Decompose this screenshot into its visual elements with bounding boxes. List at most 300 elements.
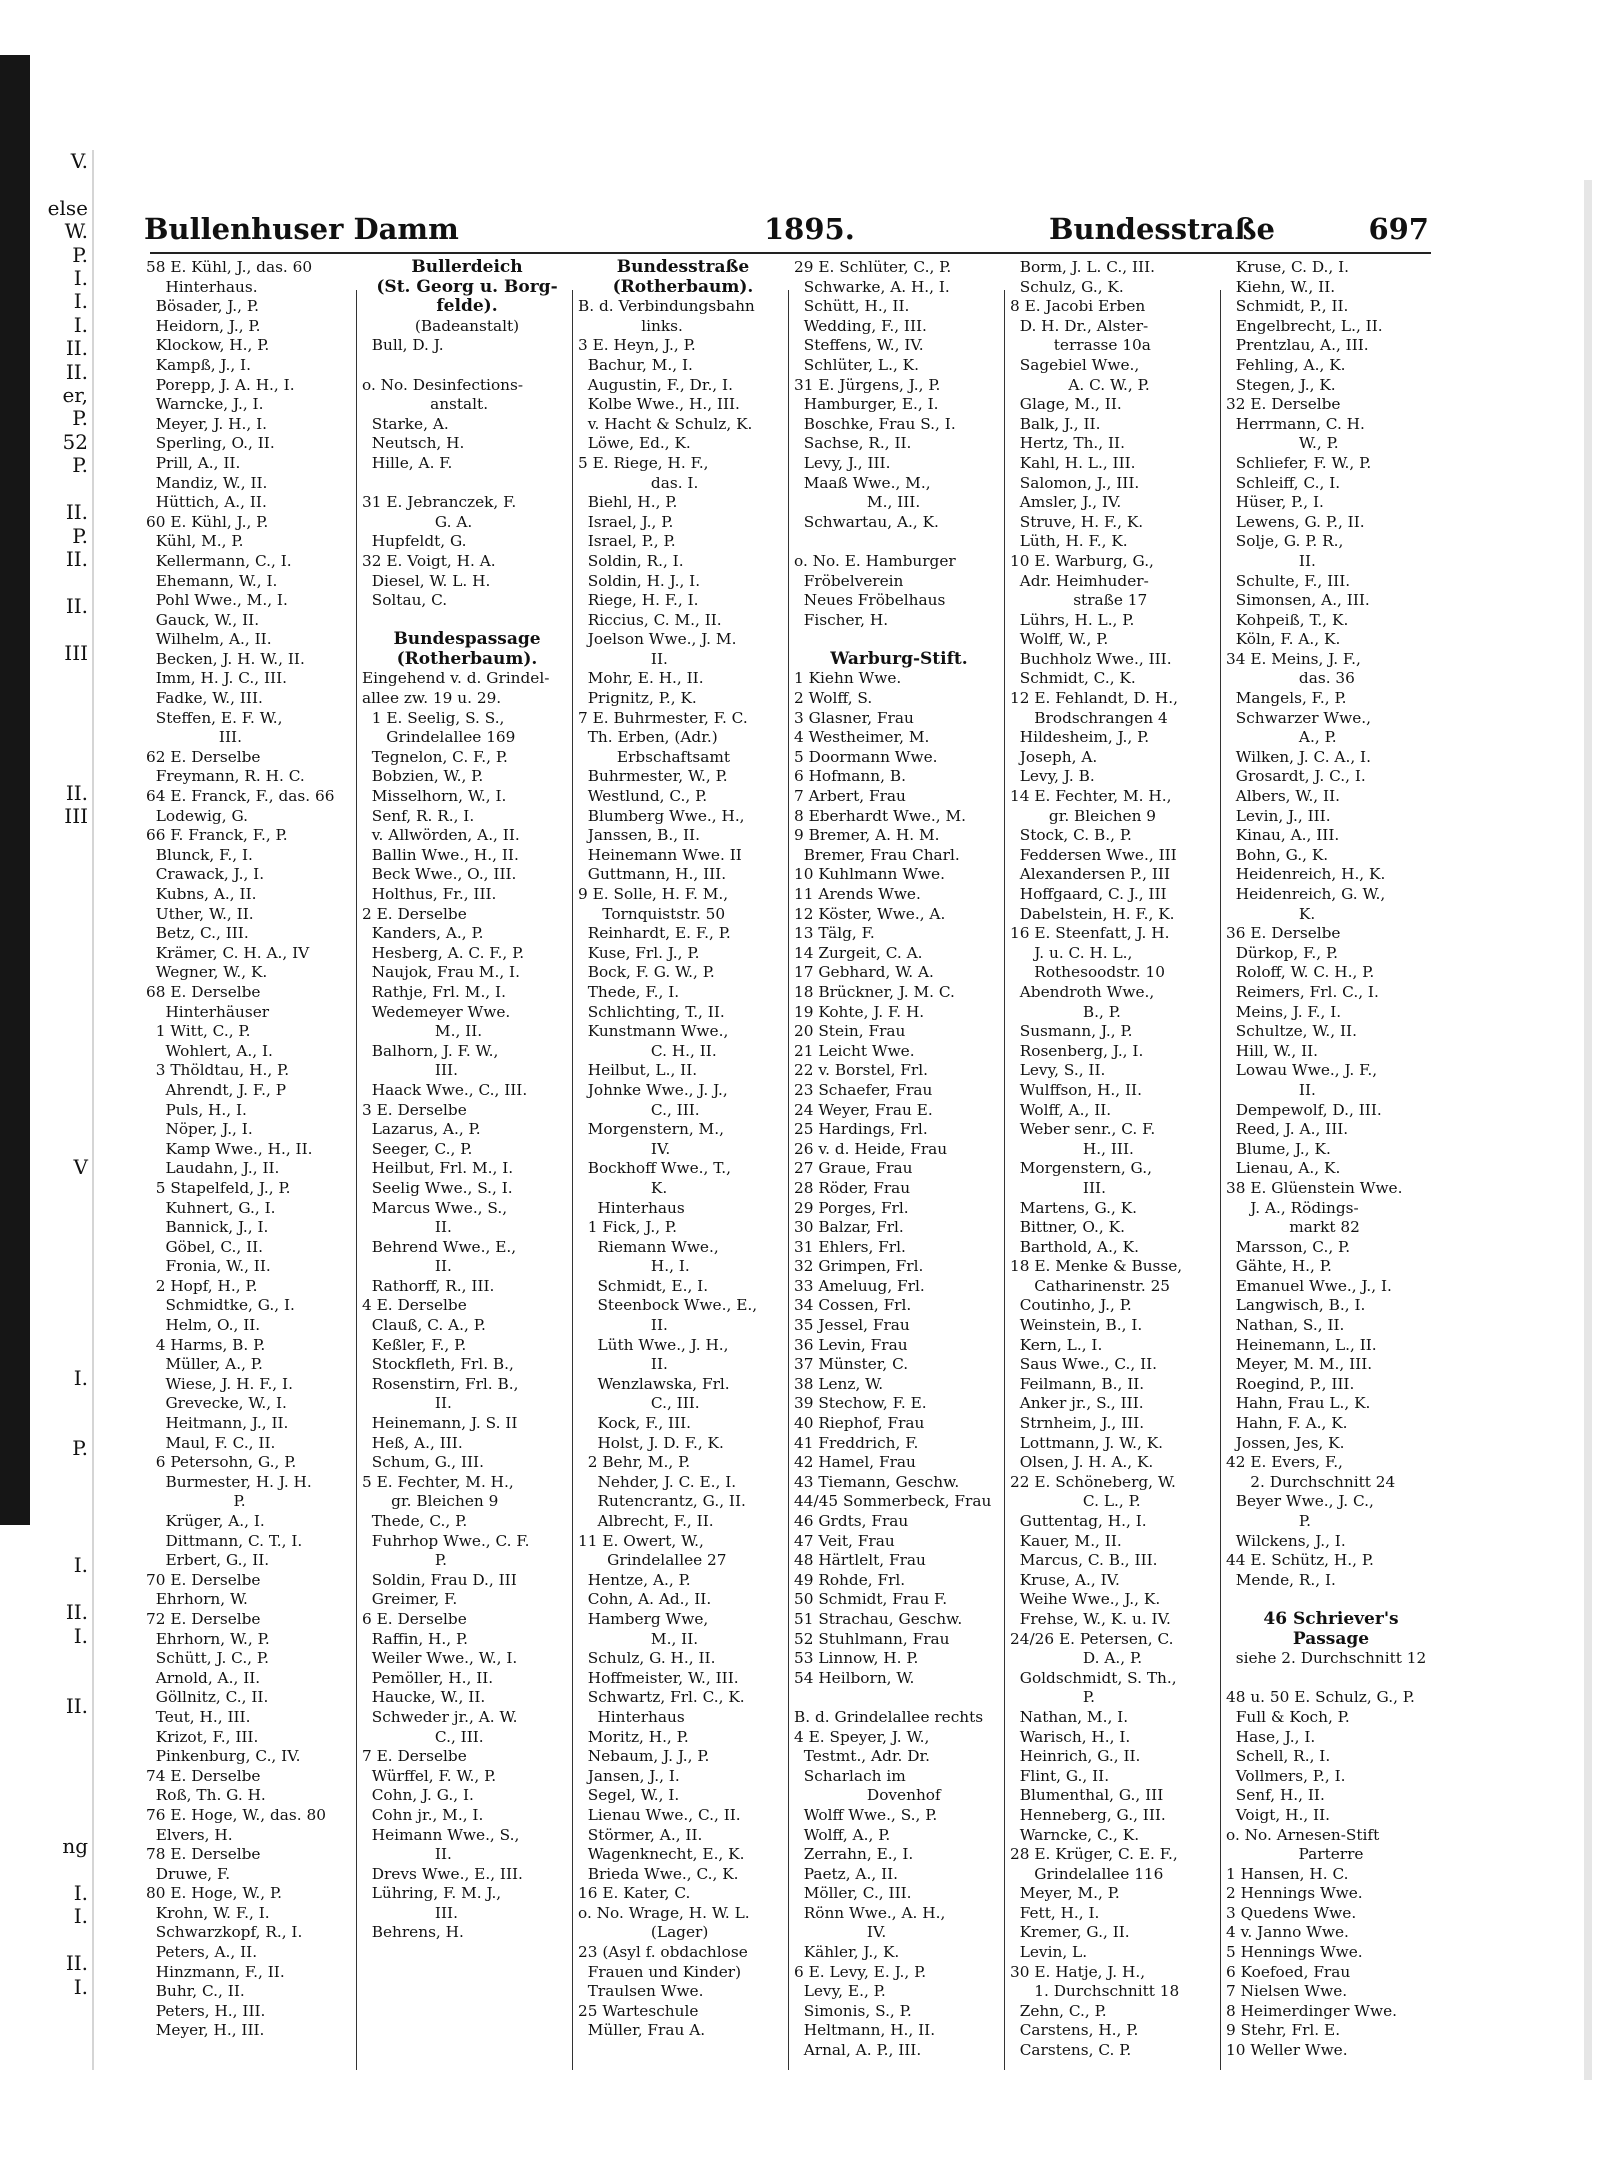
directory-entry: 5 Stapelfeld, J., P. xyxy=(146,1178,291,1197)
directory-entry: Wolff, A., II. xyxy=(1010,1100,1112,1119)
directory-entry: Reinhardt, E. F., P. xyxy=(578,924,731,943)
directory-entry: Beyer Wwe., J. C., xyxy=(1226,1492,1374,1511)
directory-entry: Arnal, A. P., III. xyxy=(794,2041,922,2060)
directory-entry: Heß, A., III. xyxy=(362,1433,463,1452)
directory-entry: 38 E. Glüenstein Wwe. xyxy=(1226,1178,1403,1197)
directory-entry: IV. xyxy=(794,1923,887,1942)
directory-entry: Cohn, J. G., I. xyxy=(362,1786,474,1805)
directory-entry: C. H., II. xyxy=(578,1041,717,1060)
directory-entry: Strnheim, J., III. xyxy=(1010,1414,1145,1433)
directory-entry: 5 E. Fechter, M. H., xyxy=(362,1472,514,1491)
directory-entry: Bösader, J., P. xyxy=(146,297,259,316)
directory-entry: Warncke, J., I. xyxy=(146,395,264,414)
previous-page-fragment: I. xyxy=(73,289,88,314)
directory-entry: Sperling, O., II. xyxy=(146,434,275,453)
directory-entry: Porepp, J. A. H., I. xyxy=(146,375,295,394)
directory-entry: Kolbe Wwe., H., III. xyxy=(578,395,740,414)
directory-entry: Würffel, F. W., P. xyxy=(362,1766,497,1785)
directory-entry: Elvers, H. xyxy=(146,1825,233,1844)
directory-entry: 3 Glasner, Frau xyxy=(794,708,914,727)
directory-entry: Ehrhorn, W., P. xyxy=(146,1629,270,1648)
directory-entry: Kiehn, W., II. xyxy=(1226,277,1336,296)
directory-entry: Fett, H., I. xyxy=(1010,1903,1100,1922)
directory-entry: 2 Hennings Wwe. xyxy=(1226,1884,1363,1903)
directory-entry: Kähler, J., K. xyxy=(794,1943,900,1962)
directory-entry: Imm, H. J. C., III. xyxy=(146,669,287,688)
directory-entry: Engelbrecht, L., II. xyxy=(1226,316,1383,335)
directory-entry: Albers, W., II. xyxy=(1226,787,1340,806)
directory-entry: Frehse, W., K. u. IV. xyxy=(1010,1609,1171,1628)
directory-entry: Hase, J., I. xyxy=(1226,1727,1316,1746)
directory-entry: M., II. xyxy=(362,1022,483,1041)
column-1 xyxy=(146,258,356,2078)
street-heading: felde). xyxy=(436,297,498,317)
directory-entry: Kruse, C. D., I. xyxy=(1226,258,1350,276)
directory-entry: Heilbut, L., II. xyxy=(578,1061,698,1080)
directory-entry: Henneberg, G., III. xyxy=(1010,1805,1166,1824)
previous-page-fragment xyxy=(30,618,92,641)
directory-entry: Schmidt, C., K. xyxy=(1010,669,1136,688)
directory-entry: Lowau Wwe., J. F., xyxy=(1226,1061,1378,1080)
column-divider xyxy=(572,290,573,2070)
directory-entry: 54 Heilborn, W. xyxy=(794,1668,915,1687)
directory-entry: Full & Koch, P. xyxy=(1226,1707,1350,1726)
directory-entry: Emanuel Wwe., J., I. xyxy=(1226,1276,1392,1295)
directory-entry: das. 36 xyxy=(1226,669,1355,688)
directory-entry: gr. Bleichen 9 xyxy=(362,1492,499,1511)
directory-entry: 12 Köster, Wwe., A. xyxy=(794,904,946,923)
directory-entry: Weinstein, B., I. xyxy=(1010,1316,1143,1335)
directory-entry: 16 E. Steenfatt, J. H. xyxy=(1010,924,1170,943)
directory-entry: 31 E. Jürgens, J., P. xyxy=(794,375,941,394)
directory-entry: Diesel, W. L. H. xyxy=(362,571,491,590)
directory-entry: Schulz, G. H., II. xyxy=(578,1649,716,1668)
directory-entry: Rosenberg, J., I. xyxy=(1010,1041,1144,1060)
directory-entry: Balhorn, J. F. W., xyxy=(362,1041,499,1060)
directory-entry: Bohn, G., K. xyxy=(1226,845,1329,864)
directory-entry: Simonis, S., P. xyxy=(794,2001,912,2020)
street-heading: Passage xyxy=(1292,1629,1370,1649)
directory-entry: 10 Weller Wwe. xyxy=(1226,2041,1348,2060)
directory-entry: Kühl, M., P. xyxy=(146,532,244,551)
directory-entry: Rothesoodstr. 10 xyxy=(1010,963,1165,982)
directory-entry: 3 Thöldtau, H., P. xyxy=(146,1061,290,1080)
previous-page-fragment: I. xyxy=(73,1904,88,1929)
directory-entry: 8 E. Jacobi Erben xyxy=(1010,297,1146,316)
previous-page-fragment xyxy=(30,852,92,875)
directory-entry: Freymann, R. H. C. xyxy=(146,767,305,786)
directory-entry: Kauer, M., II. xyxy=(1010,1531,1122,1550)
directory-entry: Schwartau, A., K. xyxy=(794,512,939,531)
directory-entry: 39 Stechow, F. E. xyxy=(794,1394,927,1413)
previous-page-fragment: II. xyxy=(65,593,88,618)
directory-entry: 7 Arbert, Frau xyxy=(794,787,906,806)
directory-entry: Guttentag, H., I. xyxy=(1010,1512,1147,1530)
previous-page-fragment: III xyxy=(64,804,88,829)
directory-entry: Schwartz, Frl. C., K. xyxy=(578,1688,745,1707)
directory-entry: Anker jr., S., III. xyxy=(1010,1394,1144,1413)
directory-entry: Krüger, A., I. xyxy=(146,1512,265,1530)
directory-entry: II. xyxy=(1226,1080,1316,1099)
directory-entry: Blunck, F., I. xyxy=(146,845,253,864)
directory-entry: 64 E. Franck, F., das. 66 xyxy=(146,787,335,806)
directory-entry: Goldschmidt, S. Th., xyxy=(1010,1668,1177,1687)
column-4 xyxy=(794,258,1004,2078)
directory-entry: Brodschrangen 4 xyxy=(1010,708,1168,727)
directory-entry: Riemann Wwe., xyxy=(578,1237,719,1256)
directory-entry: Joelson Wwe., J. M. xyxy=(578,630,737,649)
directory-entry: Raffin, H., P. xyxy=(362,1629,469,1648)
directory-entry: II. xyxy=(578,649,668,668)
directory-entry: 4 E. Speyer, J. W., xyxy=(794,1727,930,1746)
directory-entry: Lazarus, A., P. xyxy=(362,1120,481,1139)
directory-entry: Clauß, C. A., P. xyxy=(362,1316,486,1335)
directory-entry: Naujok, Frau M., I. xyxy=(362,963,520,982)
directory-entry: 6 Koefoed, Frau xyxy=(1226,1962,1351,1981)
previous-page-fragment xyxy=(30,1648,92,1671)
directory-entry: Kuhnert, G., I. xyxy=(146,1198,276,1217)
directory-entry: Ballin Wwe., H., II. xyxy=(362,845,519,864)
directory-entry: Peters, H., III. xyxy=(146,2001,266,2020)
directory-entry: Wilhelm, A., II. xyxy=(146,630,272,649)
directory-entry: Lienau Wwe., C., II. xyxy=(578,1805,741,1824)
directory-entry: Prill, A., II. xyxy=(146,453,241,472)
directory-entry: Jossen, Jes, K. xyxy=(1226,1433,1345,1452)
previous-page-fragment: W. xyxy=(64,219,88,244)
previous-page-fragment xyxy=(30,1086,92,1109)
directory-entry: Kinau, A., III. xyxy=(1226,826,1340,845)
directory-entry: A., P. xyxy=(1226,728,1337,747)
previous-page-fragment: II. xyxy=(65,1951,88,1976)
directory-entry: Nebaum, J. J., P. xyxy=(578,1747,710,1766)
directory-entry: 18 E. Menke & Busse, xyxy=(1010,1257,1183,1276)
directory-entry: 32 E. Derselbe xyxy=(1226,395,1341,414)
header-right-street: Bundesstraße xyxy=(1049,212,1276,246)
directory-entry: Dovenhof xyxy=(794,1786,941,1805)
directory-entry: M., II. xyxy=(578,1629,699,1648)
previous-page-fragment xyxy=(30,1788,92,1811)
directory-entry: 30 E. Hatje, J. H., xyxy=(1010,1962,1146,1981)
street-heading: Bundespassage xyxy=(393,630,541,650)
previous-page-fragment: II. xyxy=(65,780,88,805)
directory-entry: Schliefer, F. W., P. xyxy=(1226,453,1372,472)
directory-entry: Levin, J., III. xyxy=(1226,806,1331,825)
directory-entry: Grindelallee 169 xyxy=(362,728,516,747)
directory-entry: Nathan, S., II. xyxy=(1226,1316,1345,1335)
previous-page-fragment: II. xyxy=(65,546,88,571)
directory-entry xyxy=(362,356,572,376)
directory-entry: Maul, F. C., II. xyxy=(146,1433,276,1452)
directory-entry: C., III. xyxy=(578,1394,700,1413)
street-heading: (St. Georg u. Borg- xyxy=(376,277,558,297)
directory-entry: Behrens, H. xyxy=(362,1923,464,1942)
previous-page-fragment: I. xyxy=(73,266,88,291)
directory-entry: Janssen, B., II. xyxy=(578,826,700,845)
directory-entry: Rönn Wwe., A. H., xyxy=(794,1903,946,1922)
directory-entry: II. xyxy=(578,1355,668,1374)
directory-entry: Teut, H., III. xyxy=(146,1707,251,1726)
previous-page-fragment: P. xyxy=(72,1436,88,1461)
directory-entry: Heidorn, J., P. xyxy=(146,316,261,335)
previous-page-fragment: else xyxy=(47,195,88,220)
directory-entry: Cohn, A. Ad., II. xyxy=(578,1590,712,1609)
directory-entry: Weiler Wwe., W., I. xyxy=(362,1649,518,1668)
directory-entry: 6 E. Derselbe xyxy=(362,1609,467,1628)
directory-entry: Kamp Wwe., H., II. xyxy=(146,1139,313,1158)
previous-page-fragment xyxy=(30,1180,92,1203)
street-heading: Bullerdeich xyxy=(411,258,523,277)
directory-entry: Susmann, J., P. xyxy=(1010,1022,1133,1041)
directory-entry: III. xyxy=(1010,1178,1106,1197)
directory-entry: Lewens, G. P., II. xyxy=(1226,512,1365,531)
directory-entry: Starke, A. xyxy=(362,414,449,433)
directory-entry: 8 Heimerdinger Wwe. xyxy=(1226,2001,1398,2020)
column-6 xyxy=(1226,258,1436,2078)
directory-entry: Gauck, W., II. xyxy=(146,610,260,629)
directory-entry: Heinemann Wwe. II xyxy=(578,845,742,864)
directory-entry: Hüser, P., I. xyxy=(1226,493,1324,512)
directory-entry: 14 E. Fechter, M. H., xyxy=(1010,787,1172,806)
directory-entry: Abendroth Wwe., xyxy=(1010,982,1155,1001)
previous-page-fragment xyxy=(30,665,92,688)
directory-entry: Marcus, C. B., III. xyxy=(1010,1551,1158,1570)
directory-entry xyxy=(794,1688,1004,1708)
directory-entry: Prignitz, P., K. xyxy=(578,689,697,708)
directory-entry: Heltmann, H., II. xyxy=(794,2021,936,2040)
directory-entry: markt 82 xyxy=(1226,1218,1360,1237)
directory-entry: Guttmann, H., III. xyxy=(578,865,727,884)
directory-entry: 20 Stein, Frau xyxy=(794,1022,906,1041)
previous-page-fragment xyxy=(30,1391,92,1414)
directory-entry: Steffen, E. F. W., xyxy=(146,708,283,727)
directory-entry: Lührs, H. L., P. xyxy=(1010,610,1135,629)
directory-entry: II. xyxy=(362,1218,452,1237)
directory-entry: Herrmann, C. H. xyxy=(1226,414,1365,433)
directory-entry: 36 Levin, Frau xyxy=(794,1335,908,1354)
directory-entry: Drevs Wwe., E., III. xyxy=(362,1864,523,1883)
column-5 xyxy=(1010,258,1220,2078)
previous-page-fragment xyxy=(30,688,92,711)
previous-page-fragment xyxy=(30,1110,92,1133)
directory-entry: 32 E. Voigt, H. A. xyxy=(362,551,496,570)
directory-entry: Fadke, W., III. xyxy=(146,689,263,708)
directory-entry: 26 v. d. Heide, Frau xyxy=(794,1139,948,1158)
directory-entry: Crawack, J., I. xyxy=(146,865,265,884)
directory-entry: 7 Nielsen Wwe. xyxy=(1226,1982,1348,2001)
directory-entry: Wilckens, J., I. xyxy=(1226,1531,1346,1550)
previous-page-fragment xyxy=(30,1812,92,1835)
directory-entry: Hinterhaus xyxy=(578,1707,685,1726)
directory-entry: Hüttich, A., II. xyxy=(146,493,267,512)
directory-entry: Bannick, J., I. xyxy=(146,1218,269,1237)
previous-page-fragment xyxy=(30,1414,92,1437)
directory-entry: III. xyxy=(362,1061,458,1080)
directory-entry: 16 E. Kater, C. xyxy=(578,1884,691,1903)
directory-entry: Traulsen Wwe. xyxy=(578,1982,704,2001)
directory-entry: Stegen, J., K. xyxy=(1226,375,1336,394)
directory-entry: 5 Doormann Wwe. xyxy=(794,747,938,766)
directory-entry: 50 Schmidt, Frau F. xyxy=(794,1590,948,1609)
street-heading: (Rotherbaum). xyxy=(396,649,538,669)
directory-entry: 9 Stehr, Frl. E. xyxy=(1226,2021,1341,2040)
directory-entry: 1 Fick, J., P. xyxy=(578,1218,677,1237)
directory-entry: Morgenstern, G., xyxy=(1010,1159,1152,1178)
directory-entry: 3 Quedens Wwe. xyxy=(1226,1903,1357,1922)
previous-page-fragment: V xyxy=(73,1155,88,1180)
directory-entry: Israel, J., P. xyxy=(578,512,674,531)
directory-entry: o. No. E. Hamburger xyxy=(794,551,956,570)
directory-entry: Pemöller, H., II. xyxy=(362,1668,494,1687)
directory-entry: Blumberg Wwe., H., xyxy=(578,806,745,825)
directory-entry: Kubns, A., II. xyxy=(146,885,257,903)
directory-entry: Jansen, J., I. xyxy=(578,1766,680,1785)
directory-entry: 29 E. Schlüter, C., P. xyxy=(794,258,952,276)
directory-entry: Steffens, W., IV. xyxy=(794,336,924,355)
directory-entry: Schulz, G., K. xyxy=(1010,277,1124,296)
directory-entry: 7 E. Derselbe xyxy=(362,1747,467,1766)
directory-entry: D. H. Dr., Alster- xyxy=(1010,316,1149,335)
column-divider xyxy=(356,290,357,2070)
directory-entry: Rosenstirn, Frl. B., xyxy=(362,1374,519,1393)
directory-entry: Kampß, J., I. xyxy=(146,355,251,374)
directory-entry: 25 Hardings, Frl. xyxy=(794,1120,928,1139)
directory-entry: Hoffmeister, W., III. xyxy=(578,1668,739,1687)
directory-entry: Bockhoff Wwe., T., xyxy=(578,1159,731,1178)
directory-entry: Ehemann, W., I. xyxy=(146,571,278,590)
directory-entry: Möller, C., III. xyxy=(794,1884,912,1903)
directory-entry: straße 17 xyxy=(1010,591,1148,610)
directory-entry: Levy, J. B. xyxy=(1010,767,1095,786)
directory-entry: 1 Hansen, H. C. xyxy=(1226,1864,1349,1883)
directory-entry: Glage, M., II. xyxy=(1010,395,1122,414)
directory-entry: Kahl, H. L., III. xyxy=(1010,453,1136,472)
directory-entry: 2 E. Derselbe xyxy=(362,904,467,923)
directory-entry: Holthus, Fr., III. xyxy=(362,885,497,903)
directory-entry: 4 Harms, B. P. xyxy=(146,1335,266,1354)
directory-entry: Marcus Wwe., S., xyxy=(362,1198,508,1217)
directory-entry: (Lager) xyxy=(578,1923,709,1942)
directory-entry: Grosardt, J. C., I. xyxy=(1226,767,1366,786)
directory-entry: 21 Leicht Wwe. xyxy=(794,1041,915,1060)
directory-entry: Hill, W., II. xyxy=(1226,1041,1319,1060)
previous-page-fragment xyxy=(30,1320,92,1343)
directory-entry: Schulte, F., III. xyxy=(1226,571,1351,590)
directory-entry: 36 E. Derselbe xyxy=(1226,924,1341,943)
directory-entry: 1 Kiehn Wwe. xyxy=(794,669,902,688)
directory-entry: Schlichting, T., II. xyxy=(578,1002,725,1021)
directory-entry: C. L., P. xyxy=(1010,1492,1141,1511)
previous-page-fragment xyxy=(30,1765,92,1788)
directory-entry: 11 Arends Wwe. xyxy=(794,885,921,903)
directory-entry: 40 Riephof, Frau xyxy=(794,1414,925,1433)
directory-entry: Cohn jr., M., I. xyxy=(362,1805,484,1824)
directory-entry: Helm, O., II. xyxy=(146,1316,261,1335)
directory-entry: Soldin, Frau D., III xyxy=(362,1570,517,1589)
directory-entry: Erbert, G., II. xyxy=(146,1551,270,1570)
directory-entry: Joseph, A. xyxy=(1010,747,1098,766)
previous-page-fragment xyxy=(30,993,92,1016)
previous-page-fragment: I. xyxy=(73,1366,88,1391)
directory-entry: Lodewig, G. xyxy=(146,806,248,825)
directory-entry: 60 E. Kühl, J., P. xyxy=(146,512,269,531)
directory-entry: Segel, W., I. xyxy=(578,1786,680,1805)
directory-entry: Buhr, C., II. xyxy=(146,1982,245,2001)
directory-entry: Kanders, A., P. xyxy=(362,924,484,943)
directory-entry: II. xyxy=(362,1845,452,1864)
previous-page-fragment xyxy=(30,1531,92,1554)
directory-entry: Druwe, F. xyxy=(146,1864,231,1883)
previous-page-fragment xyxy=(30,1227,92,1250)
previous-page-fragment xyxy=(30,969,92,992)
directory-entry: anstalt. xyxy=(362,395,489,414)
directory-entry: Rathorff, R., III. xyxy=(362,1276,495,1295)
column-divider xyxy=(1004,290,1005,2070)
directory-entry: III. xyxy=(362,1903,458,1922)
directory-entry: Seeger, C., P. xyxy=(362,1139,473,1158)
directory-entry: Wegner, W., K. xyxy=(146,963,268,982)
previous-page-fragment xyxy=(30,1203,92,1226)
directory-entry: Hentze, A., P. xyxy=(578,1570,691,1589)
directory-entry: 2 Wolff, S. xyxy=(794,689,873,708)
directory-entry: Rutencrantz, G., II. xyxy=(578,1492,746,1511)
directory-entry: 4 v. Janno Wwe. xyxy=(1226,1923,1349,1942)
directory-entry: Kellermann, C., I. xyxy=(146,551,292,570)
directory-entry: 18 Brückner, J. M. C. xyxy=(794,982,955,1001)
directory-entry: Boschke, Frau S., I. xyxy=(794,414,956,433)
directory-entry: terrasse 10a xyxy=(1010,336,1151,355)
directory-entry: 24 Weyer, Frau E. xyxy=(794,1100,933,1119)
street-heading: Warburg-Stift. xyxy=(830,649,968,669)
previous-page-fragment xyxy=(30,1250,92,1273)
previous-page-fragment xyxy=(30,1344,92,1367)
previous-page-fragment: II. xyxy=(65,1600,88,1625)
directory-entry: Johnke Wwe., J. J., xyxy=(578,1080,728,1099)
directory-entry: Nöper, J., I. xyxy=(146,1120,253,1139)
directory-entry: Heinemann, J. S. II xyxy=(362,1414,518,1433)
street-heading: (Rotherbaum). xyxy=(612,277,754,297)
directory-entry: Scharlach im xyxy=(794,1766,906,1785)
directory-entry: Albrecht, F., II. xyxy=(578,1512,714,1530)
directory-entry: 48 Härtlelt, Frau xyxy=(794,1551,926,1570)
directory-entry: Schmidt, E., I. xyxy=(578,1276,709,1295)
directory-entry: Neues Fröbelhaus xyxy=(794,591,946,610)
directory-entry: Carstens, H., P. xyxy=(1010,2021,1139,2040)
directory-entry: Balk, J., II. xyxy=(1010,414,1101,433)
previous-page-fragment xyxy=(30,735,92,758)
directory-entry xyxy=(1226,1669,1436,1689)
directory-entry: Hille, A. F. xyxy=(362,453,453,472)
directory-entry: Krohn, W. F., I. xyxy=(146,1903,270,1922)
directory-entry: Feddersen Wwe., III xyxy=(1010,845,1177,864)
previous-page-fragment xyxy=(30,876,92,899)
directory-entry: Wolff, A., P. xyxy=(794,1825,891,1844)
directory-entry: 76 E. Hoge, W., das. 80 xyxy=(146,1805,326,1824)
directory-entry: 23 Schaefer, Frau xyxy=(794,1080,933,1099)
previous-page-fragment xyxy=(30,946,92,969)
directory-entry: Sachse, R., II. xyxy=(794,434,912,453)
directory-entry: Paetz, A., II. xyxy=(794,1864,899,1883)
directory-entry: Eingehend v. d. Grindel- xyxy=(362,669,550,688)
directory-entry: 25 Warteschule xyxy=(578,2001,699,2020)
directory-entry: 13 Tälg, F. xyxy=(794,924,875,943)
previous-page-fragment xyxy=(30,712,92,735)
directory-entry: P. xyxy=(146,1492,246,1511)
directory-entry: 10 E. Warburg, G., xyxy=(1010,551,1154,570)
directory-entry: 9 Bremer, A. H. M. xyxy=(794,826,940,845)
directory-entry: Maaß Wwe., M., xyxy=(794,473,931,492)
directory-entry: gr. Bleichen 9 xyxy=(1010,806,1157,825)
directory-entry: Mohr, E. H., II. xyxy=(578,669,704,688)
